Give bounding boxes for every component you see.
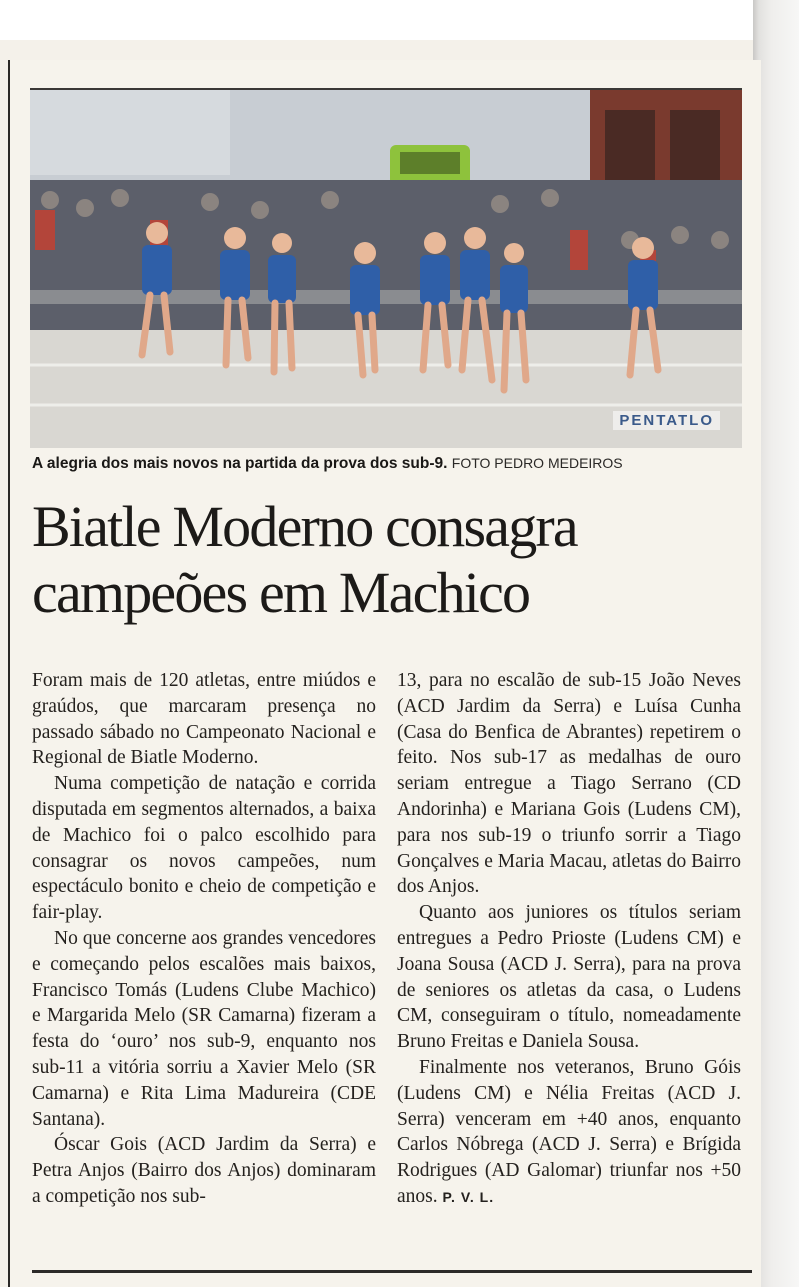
- article-paragraph-final-text: Finalmente nos veteranos, Bruno Góis (Ludens CM) e Nélia Freitas (ACD J. Serra) venceram em +40 anos, enquanto Carlos Nóbrega (ACD J. Serra) e Brígida Rodrigues (AD Galomar) triunfar nos +50 anos.: [397, 1056, 741, 1207]
- article-column-left: [32, 668, 376, 1210]
- article-paragraph: Óscar Gois (ACD Jardim da Serra) e Petra Anjos (Bairro dos Anjos) dominaram a competição nos sub-: [32, 1134, 376, 1207]
- article-paragraph: 13, para no escalão de sub-15 João Neves (ACD Jardim da Serra) e Luísa Cunha (Casa do Benfica de Abrantes) repetirem o feito. Nos sub-17 as medalhas de ouro seriam entregue a Tiago Serrano (CD Andorinha) e Mariana Gois (Ludens CM), para nos sub-19 o triunfo sorrir a Tiago Gonçalves e Maria Macau, atletas do Bairro dos Anjos.: [397, 670, 741, 898]
- article-paragraph: Foram mais de 120 atletas, entre miúdos e graúdos, que marcaram presença no passado sábado no Campeonato Nacional e Regional de Biatle Moderno.: [32, 670, 376, 769]
- bottom-rule: [32, 1270, 752, 1273]
- caption-text: A alegria dos mais novos na partida da prova dos sub-9.: [32, 455, 448, 472]
- article-column-right: [397, 668, 741, 1211]
- article-paragraph-final: [397, 1055, 741, 1211]
- article-paragraph: Numa competição de natação e corrida disputada em segmentos alternados, a baixa de Machico foi o palco escolhido para consagrar os novos campeões, num espectáculo bonito e cheio de competição e fair-play.: [32, 773, 376, 924]
- article-paragraph: No que concerne aos grandes vencedores e começando pelos escalões mais baixos, Francisco Tomás (Ludens Clube Machico) e Margarida Melo (SR Camarna) fizeram a festa do ‘ouro’ nos sub-9, enquanto nos sub-11 a vitória sorriu a Xavier Melo (SR Camarna) e Rita Lima Madureira (CDE Santana).: [32, 927, 376, 1130]
- photo-credit: FOTO PEDRO MEDEIROS: [451, 455, 623, 471]
- article-photo: [30, 88, 742, 448]
- photo-runners-illustration: [30, 90, 742, 448]
- photo-caption: [32, 452, 752, 475]
- headline: Biatle Moderno consagra campeões em Machico: [32, 494, 577, 625]
- page-top-margin: [0, 0, 799, 40]
- article-paragraph: Quanto aos juniores os títulos seriam entregues a Pedro Prioste (Ludens CM) e Joana Sousa (ACD J. Serra), para na prova de seniores os atletas da casa, o Ludens CM, conseguiram o título, nomeadamente Bruno Freitas e Daniela Sousa.: [397, 902, 741, 1053]
- byline: P. V. L.: [442, 1188, 495, 1205]
- photo-watermark: PENTATLO: [613, 411, 720, 430]
